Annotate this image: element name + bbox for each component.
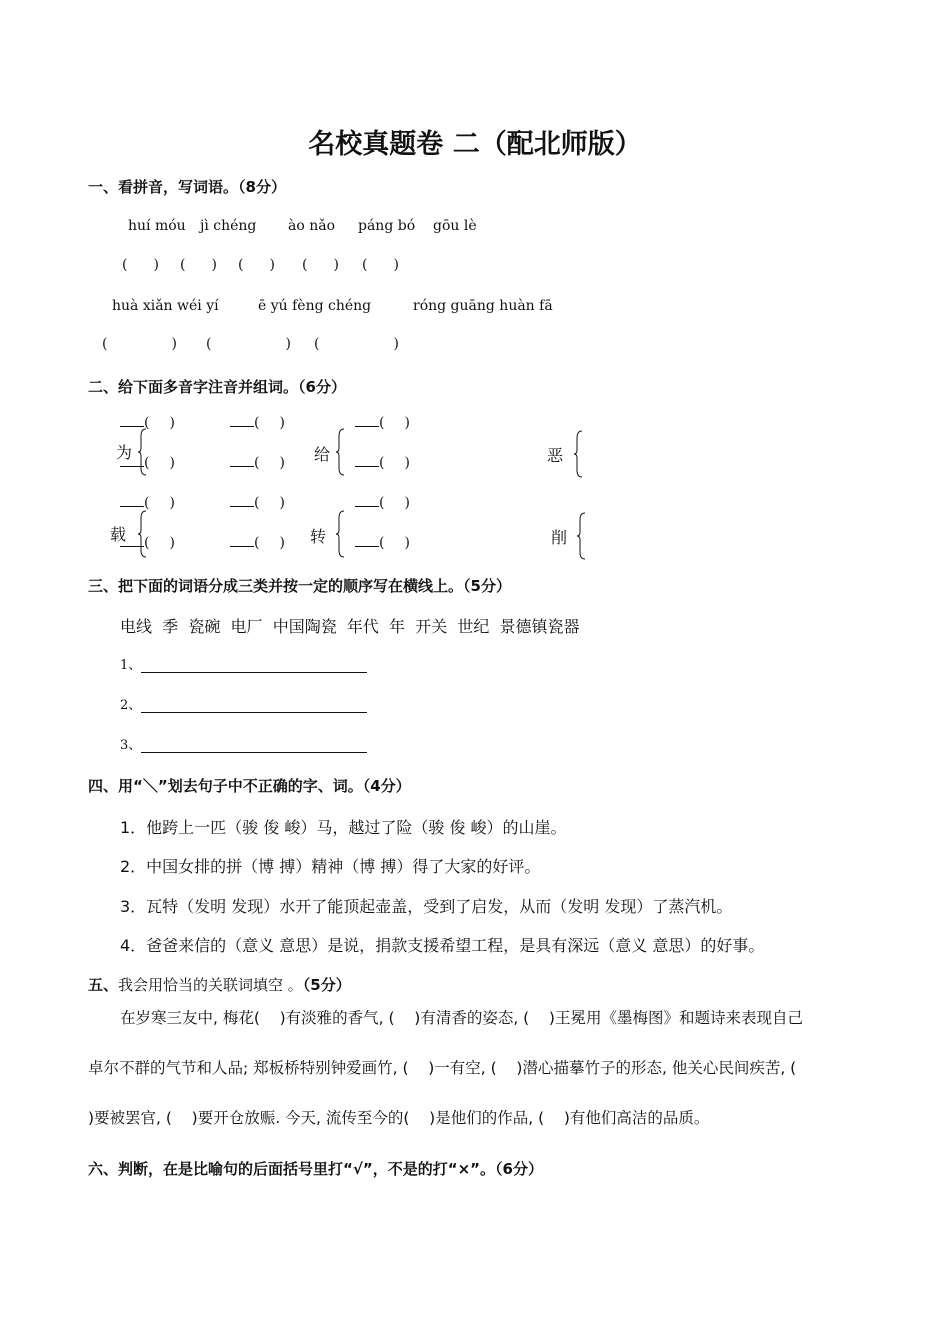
exercise-item: 3．瓦特（发明 发现）水开了能顶起壶盖，受到了启发，从而（发明 发现）了蒸汽机。	[120, 897, 733, 916]
answer-box[interactable]: ( )	[314, 336, 399, 352]
answer-slot[interactable]: ( )	[355, 415, 410, 431]
pinyin-1: huí móu	[128, 218, 186, 234]
answer-slot[interactable]: ( )	[230, 535, 285, 551]
answer-line[interactable]: 3、	[120, 734, 367, 753]
answer-box[interactable]: ( )	[238, 257, 275, 273]
answer-box[interactable]: ( )	[302, 257, 339, 273]
brace-icon	[577, 512, 586, 560]
paragraph-line: 在岁寒三友中, 梅花( )有淡雅的香气, ( )有清香的姿态, ( )王冕用《墨梅图》和题诗来表现自己	[120, 1009, 803, 1027]
pinyin-7: ē yú fèng chéng	[258, 298, 372, 314]
answer-slot[interactable]: ( )	[120, 415, 175, 431]
answer-slot[interactable]: ( )	[120, 455, 175, 471]
paragraph-line: 卓尔不群的气节和人品; 郑板桥特别钟爱画竹, ( )一有空, ( )潜心描摹竹子的形态, 他关心民间疾苦, (	[88, 1059, 797, 1077]
answer-box[interactable]: ( )	[362, 257, 399, 273]
answer-slot[interactable]: ( )	[355, 535, 410, 551]
polyphone-char: 恶	[547, 446, 564, 465]
section-1-heading: 一、看拼音，写词语。（8分）	[88, 178, 286, 196]
paragraph-line: )要被罢官, ( )要开仓放赈. 今天, 流传至今的( )是他们的作品, ( )有他们高洁的品质。	[88, 1109, 710, 1127]
section-4-heading: 四、用“＼”划去句子中不正确的字、词。（4分）	[88, 777, 411, 795]
answer-box[interactable]: ( )	[206, 336, 291, 352]
answer-slot[interactable]: ( )	[230, 415, 285, 431]
exercise-item: 2．中国女排的拼（博 搏）精神（博 搏）得了大家的好评。	[120, 857, 541, 876]
brace-icon	[574, 430, 583, 478]
exercise-item: 4．爸爸来信的（意义 意思）是说，捐款支援希望工程，是具有深远（意义 意思）的好事。	[120, 936, 765, 955]
answer-line[interactable]: 1、	[120, 654, 367, 673]
pinyin-8: róng guāng huàn fā	[413, 298, 553, 314]
section-2-heading: 二、给下面多音字注音并组词。（6分）	[88, 378, 346, 396]
section-5-heading: 五、我会用恰当的关联词填空 。（5分）	[88, 976, 351, 994]
polyphone-char: 转	[310, 527, 327, 546]
brace-icon	[336, 428, 345, 476]
answer-slot[interactable]: ( )	[355, 495, 410, 511]
answer-box[interactable]: ( )	[180, 257, 217, 273]
answer-slot[interactable]: ( )	[355, 455, 410, 471]
polyphone-char: 给	[314, 445, 331, 464]
section-6-heading: 六、判断，在是比喻句的后面括号里打“√”，不是的打“×”。（6分）	[88, 1160, 543, 1178]
answer-slot[interactable]: ( )	[230, 455, 285, 471]
answer-box[interactable]: ( )	[102, 336, 177, 352]
answer-line[interactable]: 2、	[120, 694, 367, 713]
polyphone-char: 削	[551, 528, 568, 547]
pinyin-6: huà xiǎn wéi yí	[112, 298, 219, 314]
word-list: 电线 季 瓷碗 电厂 中国陶瓷 年代 年 开关 世纪 景德镇瓷器	[120, 617, 580, 636]
pinyin-2: jì chéng	[200, 218, 257, 234]
pinyin-3: ào nǎo	[288, 218, 336, 234]
pinyin-5: gōu lè	[433, 218, 477, 234]
pinyin-4: páng bó	[358, 218, 416, 234]
answer-box[interactable]: ( )	[122, 257, 159, 273]
section-3-heading: 三、把下面的词语分成三类并按一定的顺序写在横线上。（5分）	[88, 577, 511, 595]
brace-icon	[336, 510, 345, 558]
answer-slot[interactable]: ( )	[120, 535, 175, 551]
answer-slot[interactable]: ( )	[120, 495, 175, 511]
page-title: 名校真题卷 二（配北师版）	[308, 129, 642, 160]
exercise-item: 1．他跨上一匹（骏 俊 峻）马，越过了险（骏 俊 峻）的山崖。	[120, 818, 567, 837]
answer-slot[interactable]: ( )	[230, 495, 285, 511]
polyphone-char: 为	[116, 443, 133, 462]
polyphone-char: 载	[110, 525, 127, 544]
